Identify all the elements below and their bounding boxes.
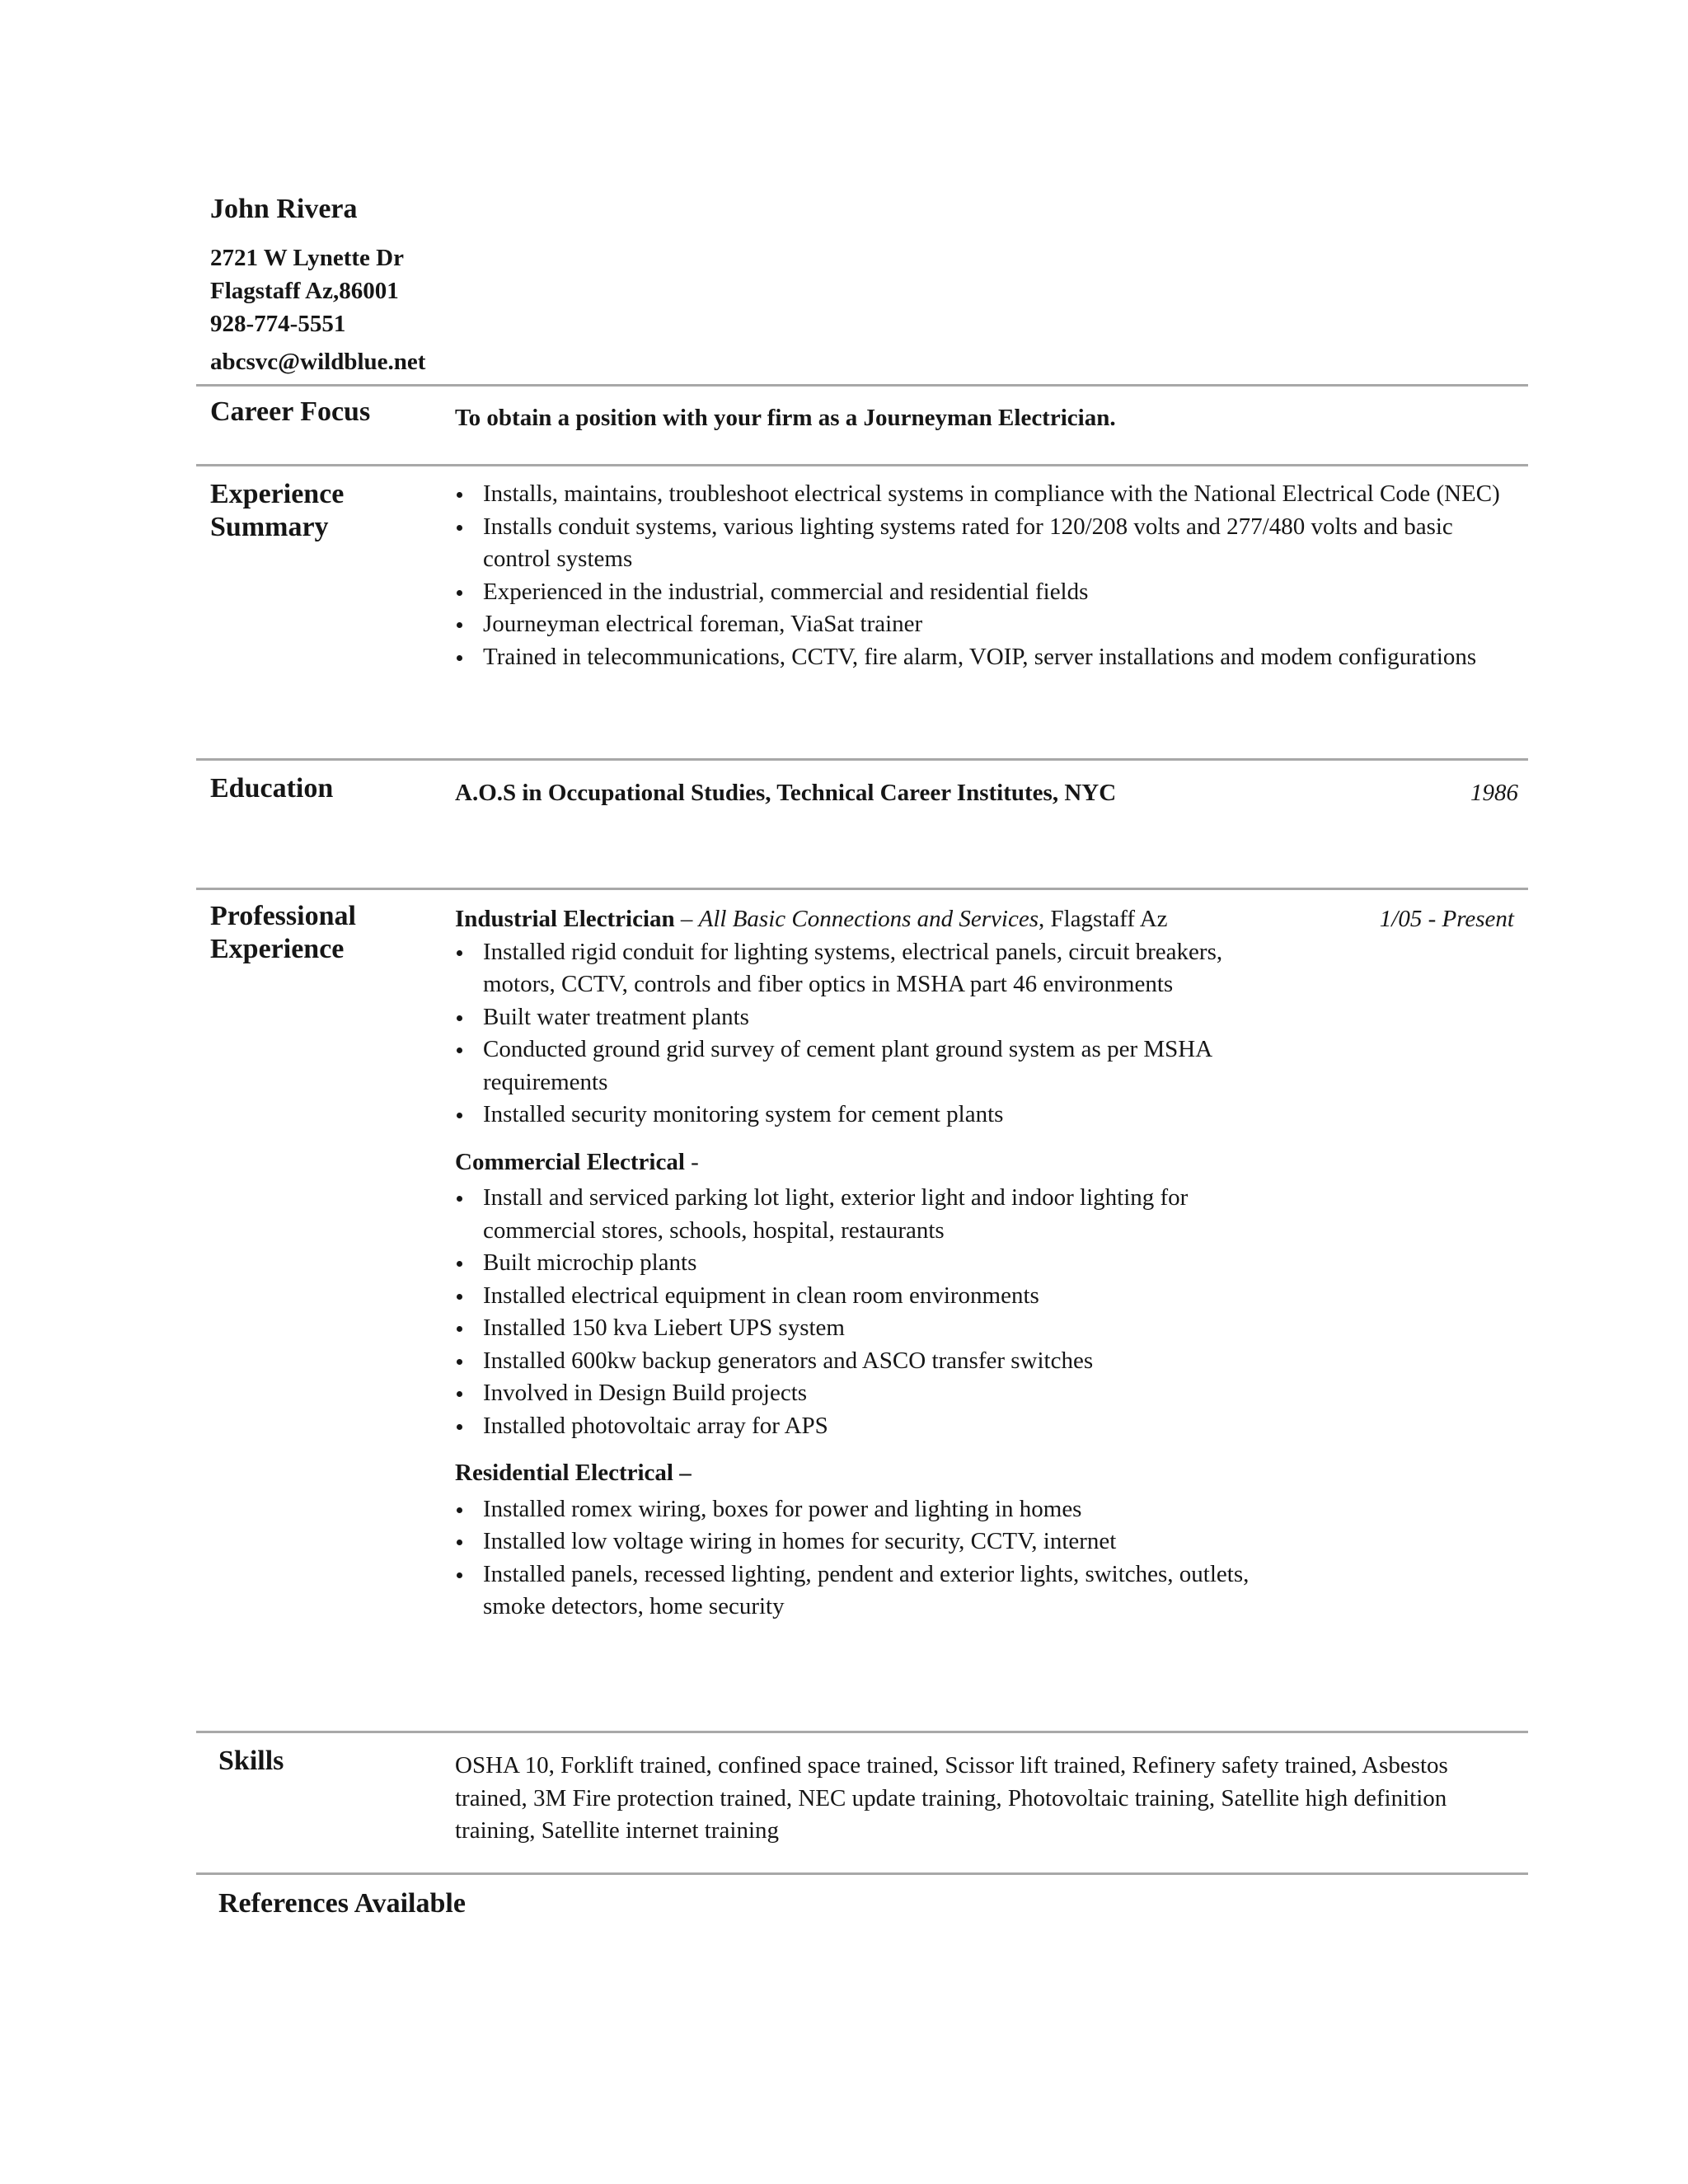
list-item: Installed electrical equipment in clean room environments: [455, 1280, 1287, 1313]
contact-block: [210, 194, 425, 378]
divider: [196, 1872, 1528, 1875]
references-title: References Available: [218, 1888, 466, 1919]
commercial-heading-dash: -: [684, 1148, 699, 1175]
address-line-2: Flagstaff Az,86001: [210, 278, 399, 304]
commercial-heading-label: Commercial Electrical: [455, 1148, 685, 1175]
commercial-heading: [455, 1146, 1514, 1179]
commercial-list: [455, 1182, 1287, 1442]
company-name: All Basic Connections and Services: [698, 906, 1039, 932]
list-item: Experienced in the industrial, commercial and residential fields: [455, 576, 1518, 609]
list-item: Trained in telecommunications, CCTV, fire alarm, VOIP, server installations and modem configurations: [455, 641, 1518, 674]
list-item: Installed photovoltaic array for APS: [455, 1410, 1287, 1443]
divider: [196, 758, 1528, 761]
divider: [196, 1731, 1528, 1733]
job-separator: –: [674, 906, 699, 932]
professional-experience-title-line-1: Professional: [210, 901, 356, 931]
list-item: Installed 150 kva Liebert UPS system: [455, 1312, 1287, 1345]
address-line-1: 2721 W Lynette Dr: [210, 245, 404, 271]
divider: [196, 464, 1528, 466]
divider: [196, 888, 1528, 890]
career-focus-title: Career Focus: [210, 396, 371, 427]
experience-summary-list: [455, 478, 1518, 673]
divider: [196, 384, 1528, 387]
experience-summary-title-line-1: Experience: [210, 479, 345, 509]
residential-heading: Residential Electrical –: [455, 1460, 692, 1486]
list-item: Installed low voltage wiring in homes for security, CCTV, internet: [455, 1526, 1287, 1558]
list-item: Conducted ground grid survey of cement plant ground system as per MSHA requirements: [455, 1033, 1287, 1099]
education-title: Education: [210, 773, 334, 804]
industrial-list: [455, 936, 1287, 1132]
list-item: Built microchip plants: [455, 1247, 1287, 1280]
skills-text: OSHA 10, Forklift trained, confined space trained, Scissor lift trained, Refinery safety trained, Asbestos trained, 3M Fire protection trained, NEC update training, Photovoltaic training, Satellite high definition training, Satellite internet training: [455, 1752, 1448, 1844]
experience-summary-title: [210, 478, 441, 544]
job-location: , Flagstaff Az: [1039, 906, 1168, 932]
candidate-name: John Rivera: [210, 194, 358, 224]
education-year: 1986: [1470, 780, 1518, 806]
professional-experience-title-line-2: Experience: [210, 934, 345, 964]
email-address: abcsvc@wildblue.net: [210, 349, 426, 375]
job-title: Industrial Electrician: [455, 906, 675, 932]
job-dates: 1/05 - Present: [1379, 906, 1514, 932]
list-item: Installs, maintains, troubleshoot electrical systems in compliance with the National Electrical Code (NEC): [455, 478, 1518, 511]
career-focus-text: To obtain a position with your firm as a Journeyman Electrician.: [455, 405, 1116, 431]
job-header: [455, 903, 1514, 936]
list-item: Installed romex wiring, boxes for power and lighting in homes: [455, 1493, 1287, 1526]
list-item: Journeyman electrical foreman, ViaSat trainer: [455, 608, 1518, 641]
list-item: Installed 600kw backup generators and ASCO transfer switches: [455, 1345, 1287, 1378]
phone-number: 928-774-5551: [210, 311, 346, 337]
experience-summary-title-line-2: Summary: [210, 512, 329, 542]
list-item: Involved in Design Build projects: [455, 1377, 1287, 1410]
list-item: Installed panels, recessed lighting, pendent and exterior lights, switches, outlets, smoke detectors, home security: [455, 1558, 1287, 1624]
skills-title: Skills: [218, 1746, 284, 1776]
list-item: Installed rigid conduit for lighting systems, electrical panels, circuit breakers, motors, CCTV, controls and fiber optics in MSHA part 46 environments: [455, 936, 1287, 1001]
professional-experience-title: [210, 900, 441, 966]
education-degree: A.O.S in Occupational Studies, Technical Career Institutes, NYC: [455, 780, 1117, 806]
list-item: Installs conduit systems, various lighting systems rated for 120/208 volts and 277/480 volts and basic control systems: [455, 511, 1518, 576]
list-item: Install and serviced parking lot light, exterior light and indoor lighting for commercial stores, schools, hospital, restaurants: [455, 1182, 1287, 1247]
list-item: Installed security monitoring system for cement plants: [455, 1099, 1287, 1132]
residential-list: [455, 1493, 1287, 1624]
list-item: Built water treatment plants: [455, 1001, 1287, 1034]
